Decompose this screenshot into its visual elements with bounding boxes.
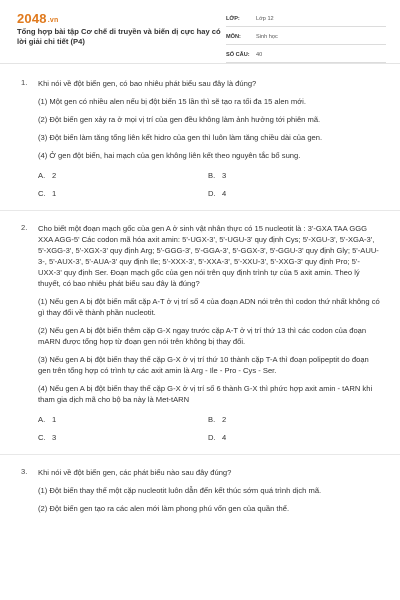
option-d[interactable] — [208, 189, 378, 198]
option-letter: D. — [208, 189, 216, 198]
statement: (4) Ở gen đột biến, hai mạch của gen không liên kết theo nguyên tắc bổ sung. — [38, 151, 301, 160]
statement: (4) Nếu gen A bị đột biến thay thế cặp G-X ở vị trí số 6 thành G-X thì phức hợp axit amin - tARN khi tham gia dịch mã cho bộ ba này là Met-tARN — [38, 384, 373, 404]
option-value: 3 — [52, 433, 57, 442]
question-divider — [0, 454, 400, 455]
question-text: Khi nói về đột biến gen, các phát biểu nào sau đây đúng? — [38, 468, 232, 477]
question-number: 2. — [21, 223, 28, 232]
option-a[interactable] — [38, 415, 208, 424]
statement: (1) Nếu gen A bị đột biến mất cặp A-T ở vị trí số 4 của đoạn ADN nói trên thì codon thứ nhất không có gì thay đổi về thành phần nucleotit. — [38, 297, 380, 317]
question-number: 3. — [21, 467, 28, 476]
statement: (3) Nếu gen A bị đột biến thay thế cặp G-X ở vị trí thứ 10 thành cặp T-A thì đoạn polipeptit do đoạn gen trên tổng hợp có trình tự các axit amin là Arg - Ile - Pro - Cys - Ser. — [38, 355, 369, 375]
option-b[interactable] — [208, 171, 378, 180]
site-logo[interactable] — [17, 11, 58, 26]
option-letter: A. — [38, 171, 46, 180]
statement: (1) Đột biến thay thế một cặp nucleotit luôn dẫn đến kết thúc sớm quá trình dịch mã. — [38, 486, 322, 495]
answer-options — [38, 171, 380, 198]
option-letter: C. — [38, 189, 46, 198]
option-letter: C. — [38, 433, 46, 442]
option-c[interactable] — [38, 189, 208, 198]
question-text: Cho biết một đoạn mạch gốc của gen A ở sinh vật nhân thực có 15 nucleotit là : 3'-GXA TAA GGG XXA AGG-5' Các codon mã hóa axit amin: 5'-UGX-3', 5'-UGU-3' quy định Cys; 5'-XGU-3', 5'-XGA-3', 5'-XGG-3', 5'-XGX-3' quy định Arg; 5'-GGG-3', 5'-GGA-3', 5'-GGX-3', 5'-GGU-3' quy định Gly; 5'-AUU- 3-, 5'-AUX-3', 5'-AUA-3' quy định Ile; 5'-XXX-3', 5'-XXA-3', 5'-XXU-3', 5'-XXG-3' quy định Pro; 5'- UXX-3' quy định Ser. Đoạn mạch gốc của gen nói trên quy định trình tự của 5 axit amin. Theo lý thuyết, có bao nhiêu phát biểu sau đây là đúng? — [38, 224, 379, 288]
option-a[interactable] — [38, 171, 208, 180]
meta-count-label: SỐ CÂU: — [226, 52, 250, 58]
logo-main: 2048 — [17, 11, 47, 26]
question-text: Khi nói về đột biến gen, có bao nhiêu phát biểu sau đây là đúng? — [38, 79, 257, 88]
option-value: 1 — [52, 189, 57, 198]
question-2 — [0, 223, 400, 442]
statement: (3) Đột biến làm tăng tổng liên kết hidro của gen thì luôn làm tăng chiều dài của gen. — [38, 133, 323, 142]
option-value: 3 — [222, 171, 227, 180]
option-value: 2 — [222, 415, 227, 424]
meta-count-row — [226, 48, 386, 63]
meta-class-row — [226, 12, 386, 27]
document-header — [0, 0, 400, 64]
option-b[interactable] — [208, 415, 378, 424]
option-letter: D. — [208, 433, 216, 442]
option-value: 4 — [222, 189, 227, 198]
statement: (2) Nếu gen A bị đột biến thêm cặp G-X ngay trước cặp A-T ở vị trí thứ 13 thì các codon của đoạn mARN được tổng hợp từ đoạn gen nói trên không bị thay đổi. — [38, 326, 367, 346]
document-title: Tổng hợp bài tập Cơ chế di truyền và biến dị cực hay có lời giải chi tiết (P4) — [17, 27, 221, 46]
question-3 — [0, 467, 400, 514]
option-d[interactable] — [208, 433, 378, 442]
meta-class-value: Lớp 12 — [256, 16, 274, 22]
meta-subject-value: Sinh học — [256, 34, 278, 40]
statement: (2) Đột biến gen tạo ra các alen mới làm phong phú vốn gen của quần thể. — [38, 504, 290, 513]
statement: (1) Một gen có nhiều alen nếu bị đột biến 15 lần thì sẽ tạo ra tối đa 15 alen mới. — [38, 97, 306, 106]
meta-subject-row — [226, 30, 386, 45]
meta-subject-label: MÔN: — [226, 34, 241, 40]
document-meta — [226, 12, 386, 66]
option-c[interactable] — [38, 433, 208, 442]
question-number: 1. — [21, 78, 28, 87]
statement: (2) Đột biến gen xảy ra ở mọi vị trí của gen đều không làm ảnh hưởng tới phiên mã. — [38, 115, 321, 124]
option-letter: A. — [38, 415, 46, 424]
meta-class-label: LỚP: — [226, 16, 240, 22]
logo-tld: .vn — [47, 17, 59, 24]
option-value: 2 — [52, 171, 57, 180]
answer-options — [38, 415, 380, 442]
question-1 — [0, 78, 400, 198]
option-value: 4 — [222, 433, 227, 442]
meta-count-value: 40 — [256, 52, 263, 58]
option-letter: B. — [208, 171, 216, 180]
option-value: 1 — [52, 415, 57, 424]
question-divider — [0, 210, 400, 211]
option-letter: B. — [208, 415, 216, 424]
questions-list — [0, 78, 400, 514]
